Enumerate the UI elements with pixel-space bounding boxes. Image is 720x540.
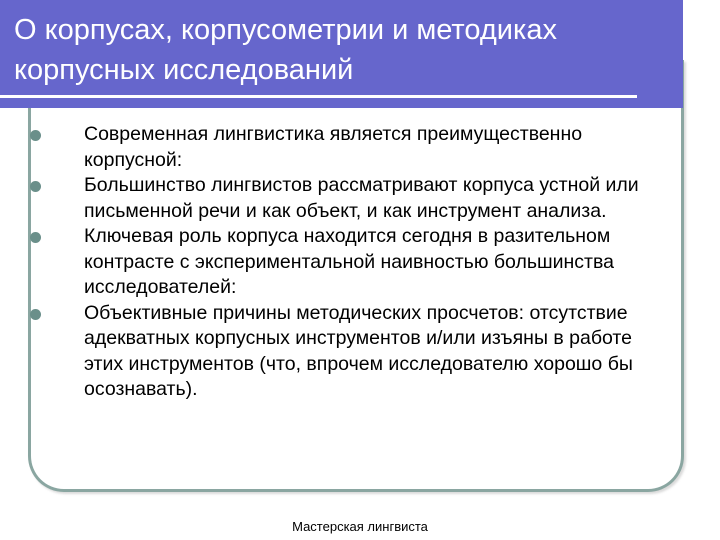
- bullet-list: [30, 122, 660, 403]
- bullet-text: Объективные причины методических просчетов: отсутствие адекватных корпусных инструментов и/или изъяны в работе этих инструментов (что, впрочем исследователю хорошо бы осознавать).: [84, 301, 633, 400]
- bullet-item: [30, 122, 660, 173]
- bullet-dot-icon: [30, 232, 41, 243]
- bullet-dot-icon: [30, 309, 41, 320]
- slide-title: О корпусах, корпусометрии и методиках корпусных исследований: [14, 14, 557, 86]
- bullet-text: Современная лингвистика является преимущественно корпусной:: [84, 123, 583, 171]
- bullet-dot-icon: [30, 181, 41, 192]
- bullet-item: [30, 224, 660, 301]
- bullet-text: Большинство лингвистов рассматривают корпуса устной или письменной речи и как объект, и как инструмент анализа.: [84, 174, 639, 222]
- footer-text: Мастерская лингвиста: [292, 519, 428, 534]
- bullet-item: [30, 173, 660, 224]
- bullet-text: Ключевая роль корпуса находится сегодня в разительном контрасте с экспериментальной наивностью большинства исследователей:: [84, 225, 614, 298]
- title-underline: [0, 95, 637, 98]
- bullet-dot-icon: [30, 130, 41, 141]
- bullet-item: [30, 301, 660, 403]
